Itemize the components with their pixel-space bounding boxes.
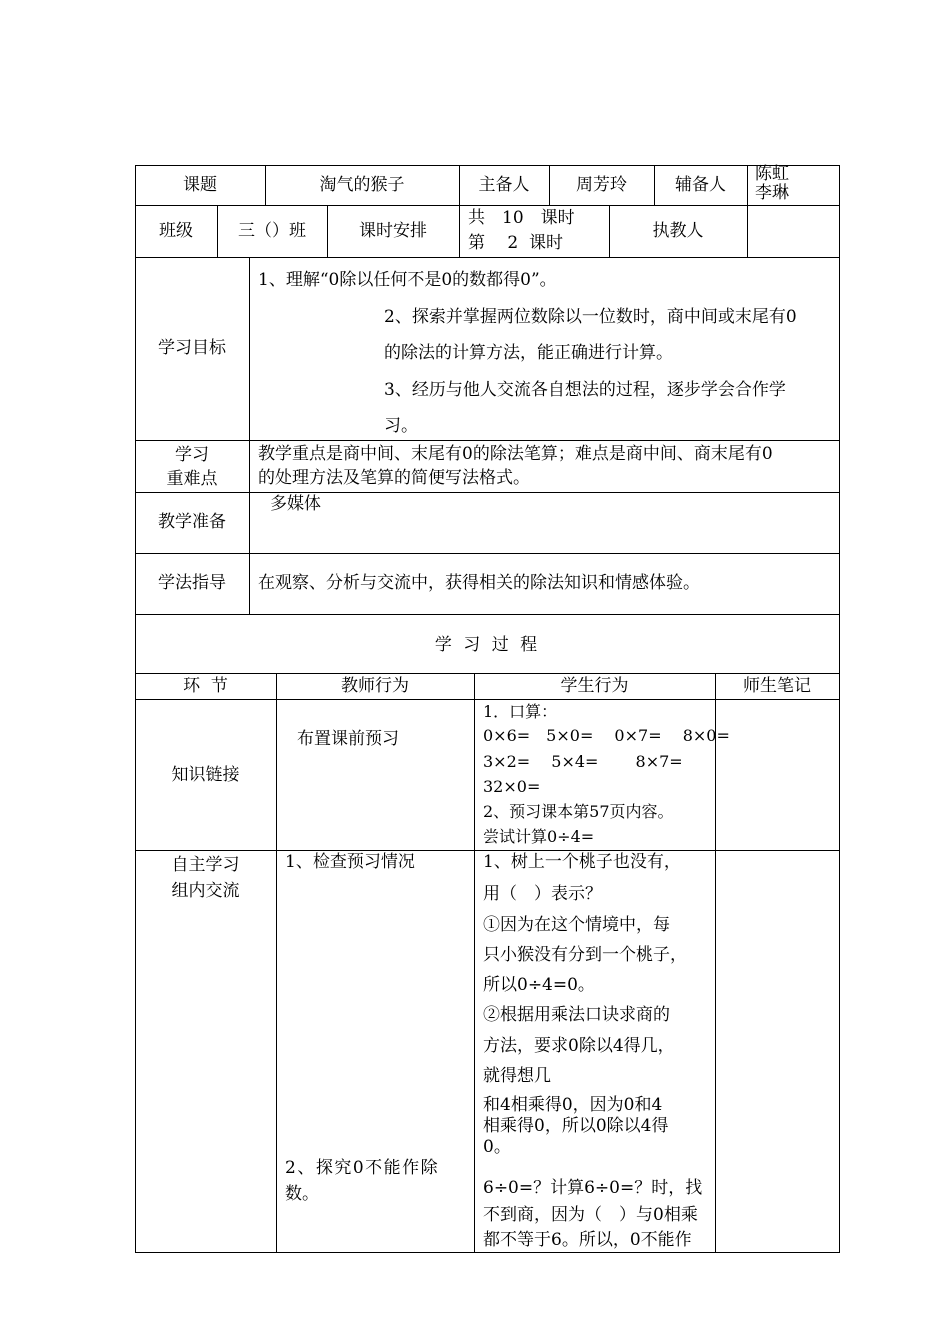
main-prep-value: 周芳玲 <box>576 175 627 195</box>
assist-prep-value-2: 李琳 <box>755 183 789 203</box>
assist-prep-value-1: 陈虹 <box>755 164 789 184</box>
link-student-line-4: 32×0= <box>483 777 541 796</box>
link-teacher: 布置课前预习 <box>297 729 399 749</box>
self-student-a-5: 所以0÷4=0。 <box>483 975 595 995</box>
assist-prep-label: 辅备人 <box>675 175 726 195</box>
topic-value: 淘气的猴子 <box>319 175 405 195</box>
goal-item-2: 2、探索并掌握两位数除以一位数时，商中间或末尾有0 <box>384 307 797 327</box>
self-student-a-2: 用（ ）表示？ <box>483 884 602 904</box>
self-stage-1: 自主学习 <box>171 855 240 875</box>
process-title: 学 习 过 程 <box>434 635 541 655</box>
self-student-c-1: 6÷0=？计算6÷0=？时，找 <box>483 1178 703 1198</box>
self-teacher-2b: 数。 <box>285 1184 319 1204</box>
schedule-label: 课时安排 <box>359 221 427 241</box>
teacher-label: 执教人 <box>652 221 704 241</box>
self-student-c-2: 不到商，因为（ ）与0相乘 <box>483 1205 698 1225</box>
difficulty-label-2: 重难点 <box>166 469 218 489</box>
prep-value: 多媒体 <box>270 494 321 514</box>
method-value: 在观察、分析与交流中，获得相关的除法知识和情感体验。 <box>258 573 700 593</box>
goal-item-3-cont: 习。 <box>384 416 418 436</box>
difficulty-label-1: 学习 <box>175 445 209 465</box>
schedule-total: 共 10 课时 <box>468 208 575 228</box>
self-student-a-1: 1、树上一个桃子也没有， <box>483 852 681 872</box>
prep-label: 教学准备 <box>158 512 226 532</box>
column-header-stage: 环 节 <box>183 676 228 696</box>
link-student-line-5: 2、预习课本第57页内容。 <box>483 802 674 821</box>
difficulty-line-2: 的处理方法及笔算的简便写法格式。 <box>258 468 530 488</box>
self-teacher-1: 1、检查预习情况 <box>285 852 415 872</box>
column-header-notes: 师生笔记 <box>743 676 811 696</box>
method-label: 学法指导 <box>158 573 226 593</box>
link-stage: 知识链接 <box>171 765 240 785</box>
link-student-line-6: 尝试计算0÷4= <box>483 827 595 846</box>
class-value: 三（）班 <box>238 221 306 241</box>
self-student-b-1: 和4相乘得0，因为0和4 <box>483 1095 663 1115</box>
column-header-student: 学生行为 <box>560 676 629 696</box>
self-teacher-2a: 2、探究0不能作除 <box>285 1158 440 1178</box>
link-student-line-2: 0×6= 5×0= 0×7= 8×0= <box>483 726 730 745</box>
goal-item-3: 3、经历与他人交流各自想法的过程，逐步学会合作学 <box>384 380 786 400</box>
link-student-line-3: 3×2= 5×4= 8×7= <box>483 752 683 771</box>
class-label: 班级 <box>159 221 193 241</box>
self-student-a-4: 只小猴没有分到一个桃子， <box>483 945 687 965</box>
self-student-b-3: 0。 <box>483 1137 511 1157</box>
link-student-line-1: 1．口算： <box>483 702 558 721</box>
self-student-b-2: 相乘得0，所以0除以4得 <box>483 1116 669 1136</box>
column-header-teacher: 教师行为 <box>341 676 409 696</box>
self-student-a-7: 方法，要求0除以4得几， <box>483 1036 675 1056</box>
self-student-a-8: 就得想几 <box>483 1066 551 1086</box>
self-student-c-3: 都不等于6。所以，0不能作 <box>483 1230 692 1250</box>
self-stage-2: 组内交流 <box>171 881 240 901</box>
topic-label: 课题 <box>183 175 217 195</box>
goals-label: 学习目标 <box>158 338 226 358</box>
self-student-a-3: ①因为在这个情境中，每 <box>483 915 670 935</box>
goal-item-2-cont: 的除法的计算方法，能正确进行计算。 <box>384 343 673 363</box>
difficulty-line-1: 教学重点是商中间、末尾有0的除法笔算；难点是商中间、商末尾有0 <box>258 444 773 464</box>
main-prep-label: 主备人 <box>478 175 530 195</box>
schedule-current: 第 2 课时 <box>468 233 564 253</box>
self-student-a-6: ②根据用乘法口诀求商的 <box>483 1005 670 1025</box>
goal-item-1: 1、理解“0除以任何不是0的数都得0”。 <box>258 270 557 290</box>
